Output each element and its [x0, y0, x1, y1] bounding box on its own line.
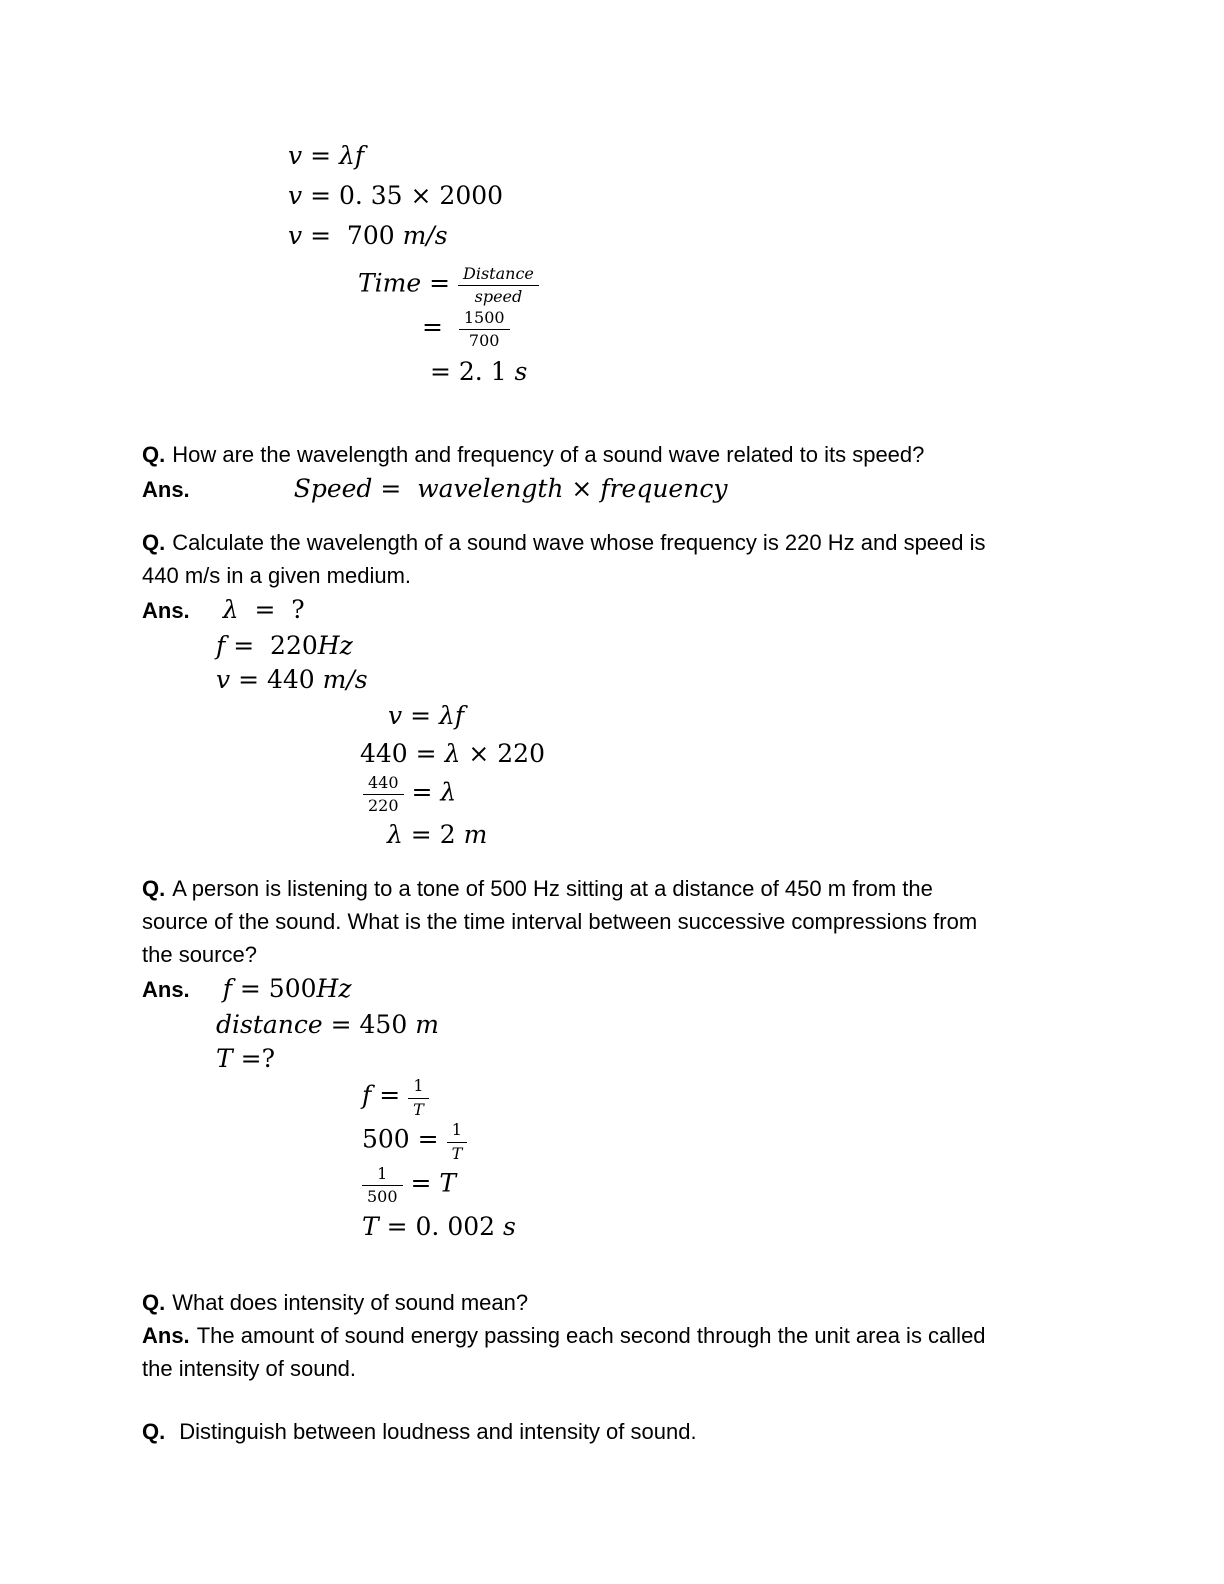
answer-unknown: λ = ? — [222, 594, 305, 624]
equation-time-substitution: = $\frac{1500}{700}$ — [422, 308, 1086, 352]
answer-label: Ans. — [142, 597, 190, 623]
question-text: Calculate the wavelength of a sound wave whose frequency is 220 Hz and speed is — [172, 529, 986, 555]
question-line: 440 m/s in a given medium. — [142, 562, 412, 588]
step-substitution: 500 = $\frac{1}{T}$ — [362, 1120, 1086, 1164]
question-text: What does intensity of sound mean? — [172, 1289, 529, 1315]
question-line — [142, 438, 1086, 471]
qa-block-time-interval — [142, 872, 1086, 1245]
given-distance: distance = 450 m — [216, 1010, 439, 1040]
solution-steps — [362, 1076, 1086, 1245]
question-label: Q. — [142, 1289, 166, 1315]
equation-time-definition: Time = $\frac{\text{Distance}}{\text{speed}}$ — [358, 264, 1086, 308]
question-label: Q. — [142, 876, 166, 902]
qa-block-calculate-wavelength — [142, 526, 1086, 855]
step-rearranged: $\frac{1}{500}$ = T — [362, 1164, 1086, 1208]
equation-v-multiplication: v = 0. 35 × 2000 — [288, 181, 504, 210]
question-line — [142, 526, 1086, 559]
solution-steps — [142, 697, 1086, 855]
answer-label: Ans. — [142, 476, 190, 502]
question-text: A person is listening to a tone of 500 Hz sitting at a distance of 450 m from the — [172, 876, 933, 902]
qa-block-intensity-definition — [142, 1286, 1086, 1385]
question-text: How are the wavelength and frequency of a sound wave related to its speed? — [172, 441, 925, 467]
question-text: Distinguish between loudness and intensity of sound. — [179, 1418, 697, 1444]
equation-time-result: = 2. 1 s — [430, 356, 528, 386]
answer-row — [142, 471, 1086, 508]
answer-row — [142, 971, 1086, 1008]
step-result: T = 0. 002 s — [362, 1211, 516, 1241]
qa-block-wavelength-frequency-relation — [142, 438, 1086, 508]
step-formula: v = λf — [388, 700, 465, 730]
given-frequency: f = 220Hz — [216, 630, 353, 660]
answer-line — [142, 1319, 1086, 1352]
step-substitution: 440 = λ × 220 — [360, 738, 545, 768]
question-label: Q. — [142, 441, 166, 467]
qa-block-loudness-vs-intensity — [142, 1415, 1086, 1448]
given-frequency: f = 500Hz — [222, 974, 352, 1004]
answer-label: Ans. — [142, 1322, 190, 1348]
question-line: source of the sound. What is the time interval between successive compressions from — [142, 909, 978, 935]
step-result: λ = 2 m — [387, 820, 488, 850]
question-line — [142, 872, 1086, 905]
question-label: Q. — [142, 529, 166, 555]
question-line — [142, 1286, 1086, 1319]
given-unknown-period: T =? — [216, 1044, 275, 1074]
step-rearranged: $\frac{440}{220}$ = λ — [363, 773, 1086, 817]
question-line — [142, 1415, 1086, 1448]
answer-text: The amount of sound energy passing each second through the unit area is called — [196, 1322, 986, 1348]
answer-row — [142, 592, 1086, 629]
equation-v-result: v = 700 m/s — [288, 221, 448, 250]
step-formula: f = $\frac{1}{T}$ — [362, 1076, 1086, 1120]
worked-equations-speed — [288, 136, 1086, 256]
equation-v-lambda-f: v = λf — [288, 141, 365, 170]
answer-equation: Speed = wavelength × frequency — [293, 473, 728, 503]
worked-equations-time — [358, 264, 1086, 392]
question-label: Q. — [142, 1418, 166, 1444]
answer-line: the intensity of sound. — [142, 1355, 357, 1381]
given-speed: v = 440 m/s — [216, 664, 368, 694]
question-line: the source? — [142, 942, 257, 968]
answer-label: Ans. — [142, 977, 190, 1003]
